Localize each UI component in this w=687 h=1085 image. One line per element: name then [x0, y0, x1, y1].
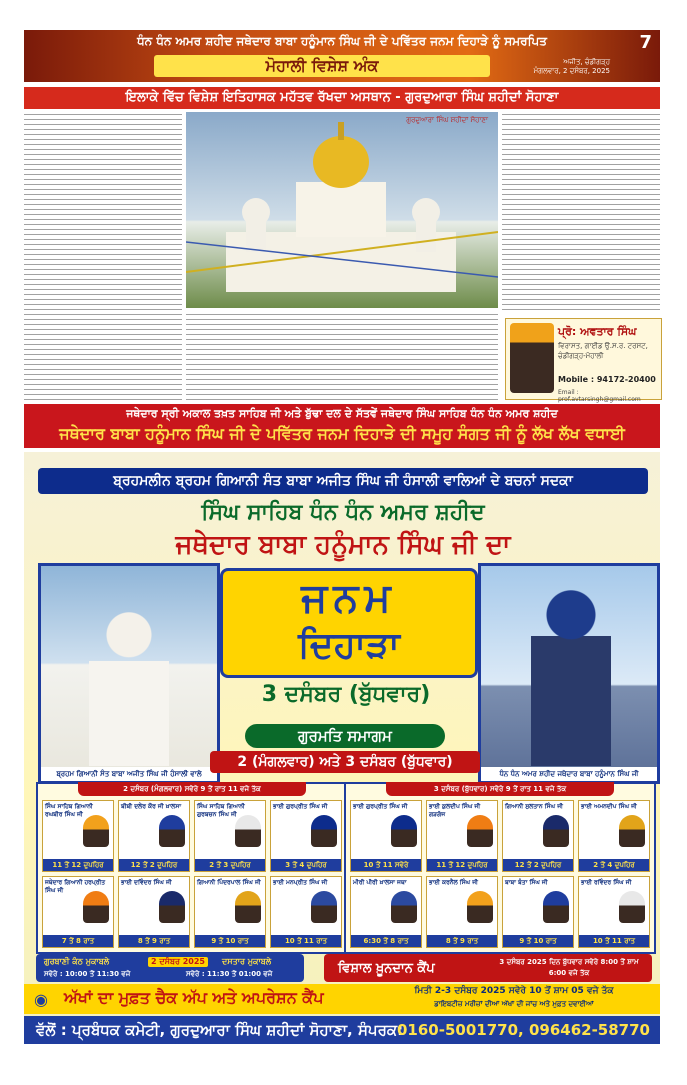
speaker-name: ਸਿੰਘ ਸਾਹਿਬ ਗਿਆਨੀ ਰਘਬੀਰ ਸਿੰਘ ਜੀ — [45, 803, 93, 818]
author-mobile: Mobile : 94172-20400 — [558, 375, 656, 384]
speaker-name: ਮੀਰੀ ਪੀਰੀ ਖ਼ਾਲਸਾ ਜਥਾ — [353, 879, 407, 886]
dastar-title: ਦਸਤਾਰ ਮੁਕਾਬਲੇ — [222, 957, 272, 966]
dastar-date: 2 ਦਸੰਬਰ 2025 — [148, 957, 208, 967]
gurbani-title: ਗੁਰਬਾਣੀ ਕੰਠ ਮੁਕਾਬਲੇ — [44, 957, 110, 966]
edition-name: ਅਜੀਤ, ਚੰਡੀਗੜ੍ਹ — [563, 58, 610, 66]
speaker-photo — [83, 891, 109, 923]
schedule-day1-panel — [36, 782, 348, 954]
speaker-name: ਭਾਈ ਮਨਪ੍ਰੀਤ ਸਿੰਘ ਜੀ — [273, 879, 328, 886]
schedule-speaker-card — [426, 800, 498, 872]
dastar-time: ਸਵੇਰੇ : 11:30 ਤੋਂ 01:00 ਵਜੇ — [186, 970, 273, 978]
author-photo — [510, 323, 554, 393]
speaker-photo — [311, 891, 337, 923]
schedule-speaker-card — [194, 876, 266, 948]
speaker-photo — [543, 815, 569, 847]
speaker-name: ਸਿੰਘ ਸਾਹਿਬ ਗਿਆਨੀ ਗੁਰਬਚਨ ਸਿੰਘ ਜੀ — [197, 803, 245, 818]
eye-camp-banner — [24, 984, 660, 1014]
speaker-time: 2 ਤੋਂ 3 ਦੁਪਹਿਰ — [195, 859, 265, 871]
author-name: ਪ੍ਰੋ: ਅਵਤਾਰ ਸਿੰਘ — [558, 325, 637, 338]
speaker-name: ਭਾਈ ਗੁਰਪ੍ਰੀਤ ਸਿੰਘ ਜੀ — [353, 803, 408, 810]
schedule-day1-grid — [42, 800, 342, 948]
edition-date: ਮੰਗਲਵਾਰ, 2 ਦਸੰਬਰ, 2025 — [533, 67, 610, 75]
eye-camp-time: ਮਿਤੀ 2-3 ਦਸੰਬਰ 2025 ਸਵੇਰੇ 10 ਤੋਂ ਸ਼ਾਮ 05 ਵਜੇ ਤੱਕ — [414, 986, 614, 996]
portrait-right-caption: ਧੰਨ ਧੰਨ ਅਮਰ ਸ਼ਹੀਦ ਜਥੇਦਾਰ ਬਾਬਾ ਹਨੂੰਮਾਨ ਸਿੰਘ ਜੀ — [481, 767, 657, 781]
blood-camp-title: ਵਿਸ਼ਾਲ ਖ਼ੂਨਦਾਨ ਕੈਂਪ — [338, 961, 435, 976]
competitions-box — [36, 954, 304, 982]
article-column-right — [502, 112, 660, 312]
speaker-photo — [235, 891, 261, 923]
photo-caption: ਗੁਰਦੁਆਰਾ ਸਿੰਘ ਸ਼ਹੀਦਾਂ ਸੋਹਾਣਾ — [406, 116, 488, 124]
schedule-speaker-card — [118, 800, 190, 872]
banner-title: ਧੰਨ ਧੰਨ ਅਮਰ ਸ਼ਹੀਦ ਜਥੇਦਾਰ ਬਾਬਾ ਹਨੂੰਮਾਨ ਸਿੰਘ ਜੀ ਦੇ ਪਵਿੱਤਰ ਜਨਮ ਦਿਹਾੜੇ ਨੂੰ ਸਮਰਪਿਤ — [137, 34, 547, 48]
masthead-banner — [24, 30, 660, 82]
schedule-speaker-card — [42, 800, 114, 872]
footer-organizer: ਵੱਲੋਂ : ਪ੍ਰਬੰਧਕ ਕਮੇਟੀ, ਗੁਰਦੁਆਰਾ ਸਿੰਘ ਸ਼ਹੀਦਾਂ ਸੋਹਾਣਾ, ਸੰਪਰਕ: — [36, 1021, 404, 1039]
speaker-photo — [83, 815, 109, 847]
speaker-name: ਜਥੇਦਾਰ ਗਿਆਨੀ ਹਰਪ੍ਰੀਤ ਸਿੰਘ ਜੀ — [45, 879, 106, 894]
schedule-day2-header: 3 ਦਸੰਬਰ (ਬੁੱਧਵਾਰ) ਸਵੇਰੇ 9 ਤੋਂ ਰਾਤ 11 ਵਜੇ ਤੱਕ — [386, 782, 614, 796]
section-title: ਮੋਹਾਲੀ ਵਿਸ਼ੇਸ਼ ਅੰਕ — [154, 55, 490, 77]
portrait-sant-ajit-singh — [38, 563, 220, 784]
gurdwara-photo — [186, 112, 498, 308]
speaker-time: 6:30 ਤੋਂ 8 ਰਾਤ — [351, 935, 421, 947]
greeting-line-2: ਜਥੇਦਾਰ ਬਾਬਾ ਹਨੂੰਮਾਨ ਸਿੰਘ ਜੀ ਦੇ ਪਵਿੱਤਰ ਜਨਮ ਦਿਹਾੜੇ ਦੀ ਸਮੂਹ ਸੰਗਤ ਜੀ ਨੂੰ ਲੱਖ ਲੱਖ ਵਧਾਈ — [59, 424, 625, 443]
schedule-speaker-card — [42, 876, 114, 948]
schedule-day2-panel — [344, 782, 656, 954]
speaker-time: 10 ਤੋਂ 11 ਰਾਤ — [579, 935, 649, 947]
schedule-speaker-card — [350, 876, 422, 948]
speaker-time: 10 ਤੋਂ 11 ਰਾਤ — [271, 935, 341, 947]
schedule-speaker-card — [270, 800, 342, 872]
poster-title-2: ਜਥੇਦਾਰ ਬਾਬਾ ਹਨੂੰਮਾਨ ਸਿੰਘ ਜੀ ਦਾ — [175, 530, 511, 560]
author-email: Email : prof.avtarsingh@gmail.com — [558, 389, 641, 403]
poster-title-1: ਸਿੰਘ ਸਾਹਿਬ ਧੰਨ ਧੰਨ ਅਮਰ ਸ਼ਹੀਦ — [201, 500, 485, 525]
speaker-time: 7 ਤੋਂ 8 ਰਾਤ — [43, 935, 113, 947]
schedule-speaker-card — [502, 876, 574, 948]
speaker-time: 11 ਤੋਂ 12 ਦੁਪਹਿਰ — [43, 859, 113, 871]
speaker-time: 12 ਤੋਂ 2 ਦੁਪਹਿਰ — [503, 859, 573, 871]
gurmat-samagam-label: ਗੁਰਮਤਿ ਸਮਾਗਮ — [245, 724, 445, 748]
schedule-day2-grid — [350, 800, 650, 948]
gurmat-samagam-dates: 2 (ਮੰਗਲਵਾਰ) ਅਤੇ 3 ਦਸੰਬਰ (ਬੁੱਧਵਾਰ) — [210, 751, 480, 773]
page-number: 7 — [639, 32, 652, 53]
author-designation: ਵਿਰਾਸਤ, ਗਾਈਡ ਉ.ਸ.ਰ. ਟਰਸਟ, ਚੰਡੀਗੜ੍ਹ-ਮੋਹਾਲੀ — [558, 342, 648, 360]
greeting-band — [24, 404, 660, 448]
event-date: 3 ਦਸੰਬਰ (ਬੁੱਧਵਾਰ) — [261, 682, 431, 707]
portrait-figure-right — [531, 586, 611, 766]
speaker-photo — [619, 891, 645, 923]
speaker-photo — [467, 891, 493, 923]
blood-camp-box — [324, 954, 652, 982]
schedule-speaker-card — [502, 800, 574, 872]
schedule-speaker-card — [194, 800, 266, 872]
speaker-photo — [619, 815, 645, 847]
speaker-photo — [391, 815, 417, 847]
speaker-name: ਗਿਆਨੀ ਸੁਲਤਾਨ ਸਿੰਘ ਜੀ — [505, 803, 563, 810]
speaker-photo — [311, 815, 337, 847]
schedule-speaker-card — [350, 800, 422, 872]
speaker-time: 12 ਤੋਂ 2 ਦੁਪਹਿਰ — [119, 859, 189, 871]
speaker-name: ਗਿਆਨੀ ਪਿੰਦਰਪਾਲ ਸਿੰਘ ਜੀ — [197, 879, 261, 886]
speaker-time: 9 ਤੋਂ 10 ਰਾਤ — [503, 935, 573, 947]
schedule-speaker-card — [578, 876, 650, 948]
events-strip — [36, 954, 652, 982]
speaker-name: ਭਾਈ ਅਮਨਦੀਪ ਸਿੰਘ ਜੀ — [581, 803, 637, 810]
dihara-text: ਦਿਹਾੜਾ — [298, 625, 400, 666]
article-headline: ਇਲਾਕੇ ਵਿੱਚ ਵਿਸ਼ੇਸ਼ ਇਤਿਹਾਸਕ ਮਹੱਤਵ ਰੱਖਦਾ ਅਸਥਾਨ - ਗੁਰਦੁਆਰਾ ਸਿੰਘ ਸ਼ਹੀਦਾਂ ਸੋਹਾਣਾ — [24, 87, 660, 109]
speaker-photo — [235, 815, 261, 847]
portrait-baba-hanuman-singh — [478, 563, 660, 784]
speaker-time: 8 ਤੋਂ 9 ਰਾਤ — [427, 935, 497, 947]
author-box — [505, 318, 662, 403]
eye-camp-title: ਅੱਖਾਂ ਦਾ ਮੁਫ਼ਤ ਚੈਕ ਅੱਪ ਅਤੇ ਅਪਰੇਸ਼ਨ ਕੈਂਪ — [64, 988, 324, 1007]
speaker-name: ਭਾਈ ਗੁਰਪ੍ਰੀਤ ਸਿੰਘ ਜੀ — [273, 803, 328, 810]
speaker-time: 10 ਤੋਂ 11 ਸਵੇਰੇ — [351, 859, 421, 871]
speaker-name: ਬਾਬਾ ਬੰਤਾ ਸਿੰਘ ਜੀ — [505, 879, 548, 886]
eye-icon: ◉ — [34, 990, 48, 1009]
speaker-name: ਭਾਈ ਕਰਨੈਲ ਸਿੰਘ ਜੀ — [429, 879, 478, 886]
speaker-name: ਬੀਬੀ ਦਲੇਰ ਕੌਰ ਜੀ ਖ਼ਾਲਸਾ — [121, 803, 182, 810]
blood-camp-time: 3 ਦਸੰਬਰ 2025 ਦਿਨ ਬੁੱਧਵਾਰ ਸਵੇਰੇ 8:00 ਤੋਂ ਸ਼ਾਮ 6:00 ਵਜੇ ਤੱਕ — [499, 958, 639, 977]
speaker-photo — [391, 891, 417, 923]
portrait-left-caption: ਬ੍ਰਹਮ ਗਿਆਨੀ ਸੰਤ ਬਾਬਾ ਅਜੀਤ ਸਿੰਘ ਜੀ ਹੰਸਾਲੀ ਵਾਲੇ — [41, 767, 217, 781]
schedule-speaker-card — [270, 876, 342, 948]
gurbani-time: ਸਵੇਰੇ : 10:00 ਤੋਂ 11:30 ਵਜੇ — [44, 970, 131, 978]
janam-text: ਜਨਮ — [301, 575, 397, 621]
speaker-time: 2 ਤੋਂ 4 ਦੁਪਹਿਰ — [579, 859, 649, 871]
schedule-speaker-card — [578, 800, 650, 872]
eye-camp-note: ਡਾਇਬਟੀਜ਼ ਮਰੀਜ਼ਾਂ ਦੀਆਂ ਅੱਖਾਂ ਦੀ ਜਾਂਚ ਅਤੇ ਮੁਫ਼ਤ ਦਵਾਈਆਂ — [434, 1000, 594, 1008]
footer-phones: 0160-5001770, 096462-58770 — [397, 1021, 650, 1039]
schedule-day1-header: 2 ਦਸੰਬਰ (ਮੰਗਲਵਾਰ) ਸਵੇਰੇ 9 ਤੋਂ ਰਾਤ 11 ਵਜੇ ਤੱਕ — [78, 782, 306, 796]
portrait-figure-left — [89, 606, 169, 766]
schedule-speaker-card — [426, 876, 498, 948]
footer-contact — [24, 1016, 660, 1044]
speaker-time: 9 ਤੋਂ 10 ਰਾਤ — [195, 935, 265, 947]
speaker-photo — [467, 815, 493, 847]
schedule-speaker-card — [118, 876, 190, 948]
speaker-photo — [159, 815, 185, 847]
article-column-left — [24, 112, 182, 400]
greeting-line-1: ਜਥੇਦਾਰ ਸ੍ਰੀ ਅਕਾਲ ਤਖ਼ਤ ਸਾਹਿਬ ਜੀ ਅਤੇ ਬੁੱਢਾ ਦਲ ਦੇ ਸੱਤਵੇਂ ਜਥੇਦਾਰ ਸਿੰਘ ਸਾਹਿਬ ਧੰਨ ਧੰਨ ਅਮਰ ਸ਼ਹੀਦ — [126, 407, 558, 420]
speaker-name: ਭਾਈ ਰਵਿੰਦਰ ਸਿੰਘ ਜੀ — [581, 879, 632, 886]
speaker-time: 8 ਤੋਂ 9 ਰਾਤ — [119, 935, 189, 947]
speaker-name: ਭਾਈ ਕੁਲਦੀਪ ਸਿੰਘ ਜੀ ਗੜਗੱਜ — [429, 803, 481, 818]
gurdwara-illustration — [186, 112, 498, 308]
speaker-name: ਭਾਈ ਦਵਿੰਦਰ ਸਿੰਘ ਜੀ — [121, 879, 172, 886]
speaker-time: 3 ਤੋਂ 4 ਦੁਪਹਿਰ — [271, 859, 341, 871]
speaker-photo — [543, 891, 569, 923]
speaker-time: 11 ਤੋਂ 12 ਦੁਪਹਿਰ — [427, 859, 497, 871]
poster-blessing: ਬ੍ਰਹਮਲੀਨ ਬ੍ਰਹਮ ਗਿਆਨੀ ਸੰਤ ਬਾਬਾ ਅਜੀਤ ਸਿੰਘ ਜੀ ਹੰਸਾਲੀ ਵਾਲਿਆਂ ਦੇ ਬਚਨਾਂ ਸਦਕਾ — [38, 468, 648, 494]
speaker-photo — [159, 891, 185, 923]
article-column-center — [186, 312, 498, 400]
edition-info — [534, 58, 610, 76]
janam-dihara-box — [220, 568, 478, 678]
